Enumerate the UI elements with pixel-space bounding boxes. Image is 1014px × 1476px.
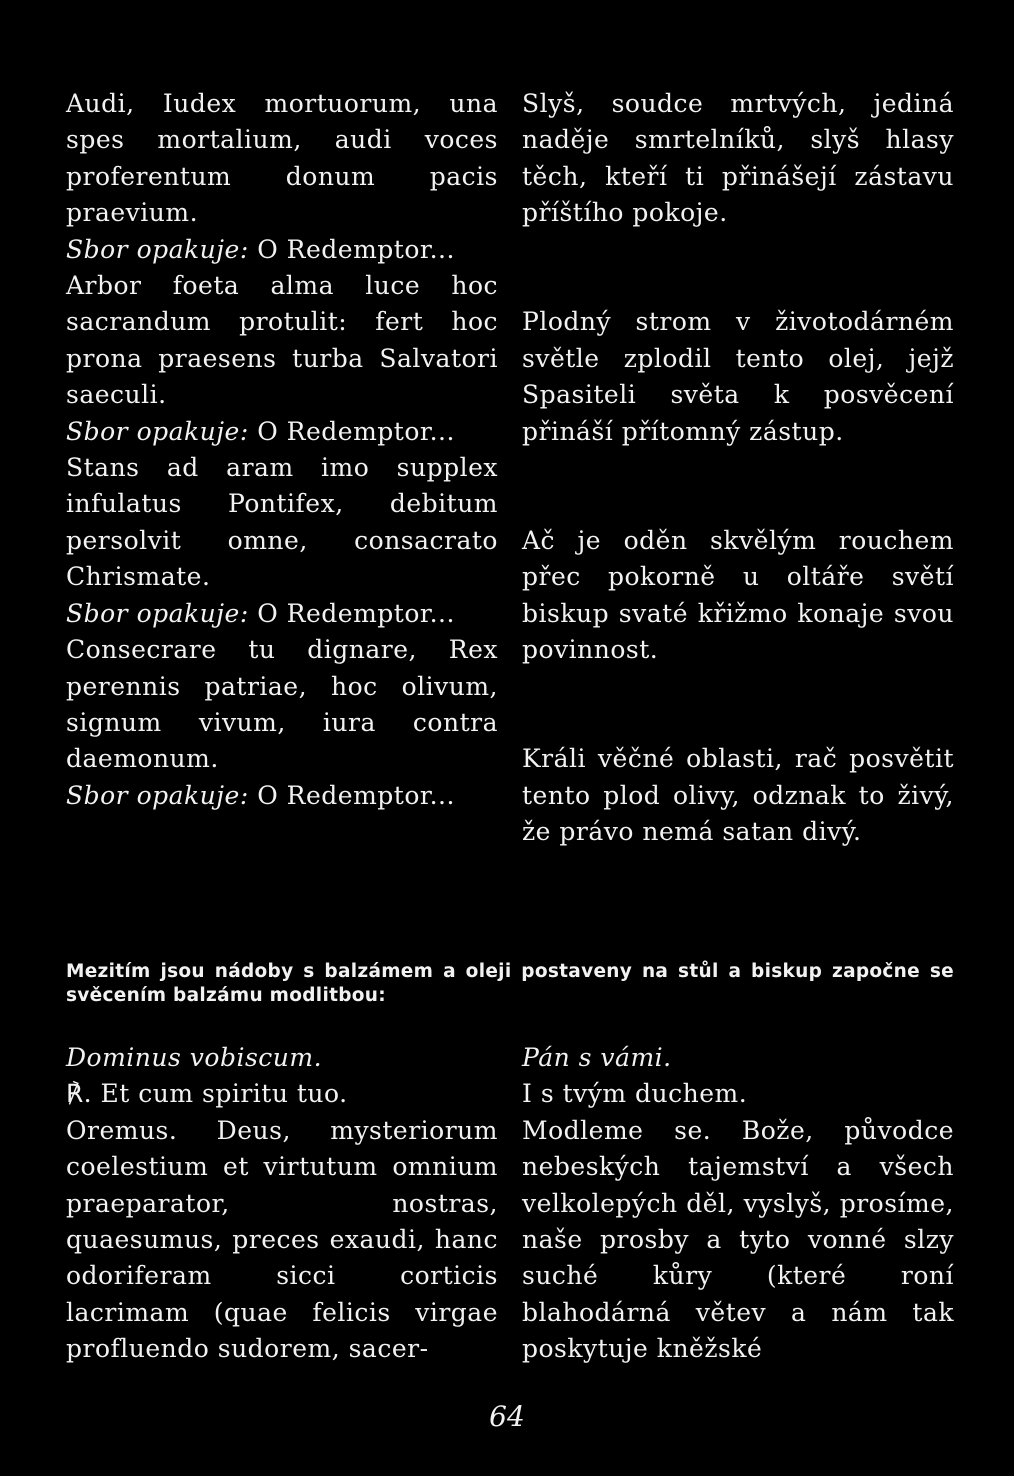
hymn-latin-stanza-3 — [66, 450, 498, 632]
refrain-label: Sbor opakuje: — [66, 780, 249, 810]
refrain-text: O Redemptor... — [257, 780, 455, 810]
hymn-latin-stanza-2 — [66, 268, 498, 450]
refrain-text: O Redemptor... — [257, 234, 455, 264]
stanza-text: Audi, Iudex mortuorum, una spes mortalium, audi voces proferentum donum pacis praevium. — [66, 89, 498, 228]
stanza-gap — [522, 668, 954, 704]
prayer-czech-column — [522, 1040, 954, 1368]
refrain-label: Sbor opakuje: — [66, 234, 249, 264]
prayer-response: I s tvým duchem. — [522, 1079, 748, 1109]
stanza-text: Stans ad aram imo supplex infulatus Pontifex, debitum persolvit omne, consacrato Chrismate. — [66, 453, 498, 592]
prayer-body: Modleme se. Bože, původce nebeských tajemství a všech velkolepých děl, vyslyš, prosíme, naše prosby a tyto vonné slzy suché kůry (které roní blahodárná větev a nám tak poskytuje kněžské — [522, 1115, 954, 1364]
hymn-czech-stanza-4: Králi věčné oblasti, rač posvětit tento plod olivy, odznak to živý, že právo nemá satan divý. — [522, 744, 954, 847]
prayer-body: Oremus. Deus, mysteriorum coelestium et virtutum omnium praeparator, nostras, quaesumus, preces exaudi, hanc odoriferam sicci corticis lacrimam (quae felicis virgae profluendo sudorem, sacer- — [66, 1115, 498, 1364]
stanza-gap — [522, 268, 954, 304]
prayer-greeting: Dominus vobiscum. — [66, 1043, 323, 1072]
refrain-text: O Redemptor... — [257, 598, 455, 628]
hymn-czech-stanza-1: Slyš, soudce mrtvých, jediná naděje smrtelníků, slyš hlasy těch, kteří ti přinášejí zástavu příštího pokoje. — [522, 89, 954, 228]
hymn-latin-stanza-1 — [66, 86, 498, 268]
stanza-text: Arbor foeta alma luce hoc sacrandum protulit: fert hoc prona praesens turba Salvatori saeculi. — [66, 271, 498, 410]
prayer-response: ℟. Et cum spiritu tuo. — [66, 1079, 348, 1109]
refrain-line — [66, 232, 498, 268]
hymn-latin-stanza-4 — [66, 632, 498, 814]
hymn-czech-stanza-3: Ač je oděn skvělým rouchem přec pokorně u oltáře světí biskup svaté křižmo konaje svou povinnost. — [522, 525, 954, 665]
refrain-line — [66, 414, 498, 450]
prayer-latin-column — [66, 1040, 498, 1368]
refrain-label: Sbor opakuje: — [66, 416, 249, 446]
stanza-text: Consecrare tu dignare, Rex perennis patriae, hoc olivum, signum vivum, iura contra daemonum. — [66, 635, 498, 774]
hymn-czech-column — [522, 86, 954, 850]
stanza-gap — [522, 232, 954, 268]
hymn-czech-stanza-2: Plodný strom v životodárném světle zplodil tento olej, jejž Spasiteli světa k posvěcení přináší přítomný zástup. — [522, 307, 954, 446]
refrain-text: O Redemptor... — [257, 416, 455, 446]
stanza-gap — [522, 450, 954, 486]
hymn-latin-column — [66, 86, 498, 814]
refrain-line — [66, 596, 498, 632]
page-number: 64 — [489, 1400, 525, 1433]
rubric-note: Mezitím jsou nádoby s balzámem a oleji postaveny na stůl a biskup započne se svěcením balzámu modlitbou: — [66, 961, 954, 1006]
prayer-greeting: Pán s vámi. — [522, 1043, 672, 1072]
refrain-line — [66, 778, 498, 814]
refrain-label: Sbor opakuje: — [66, 598, 249, 628]
stanza-gap — [522, 486, 954, 522]
stanza-gap — [522, 705, 954, 741]
